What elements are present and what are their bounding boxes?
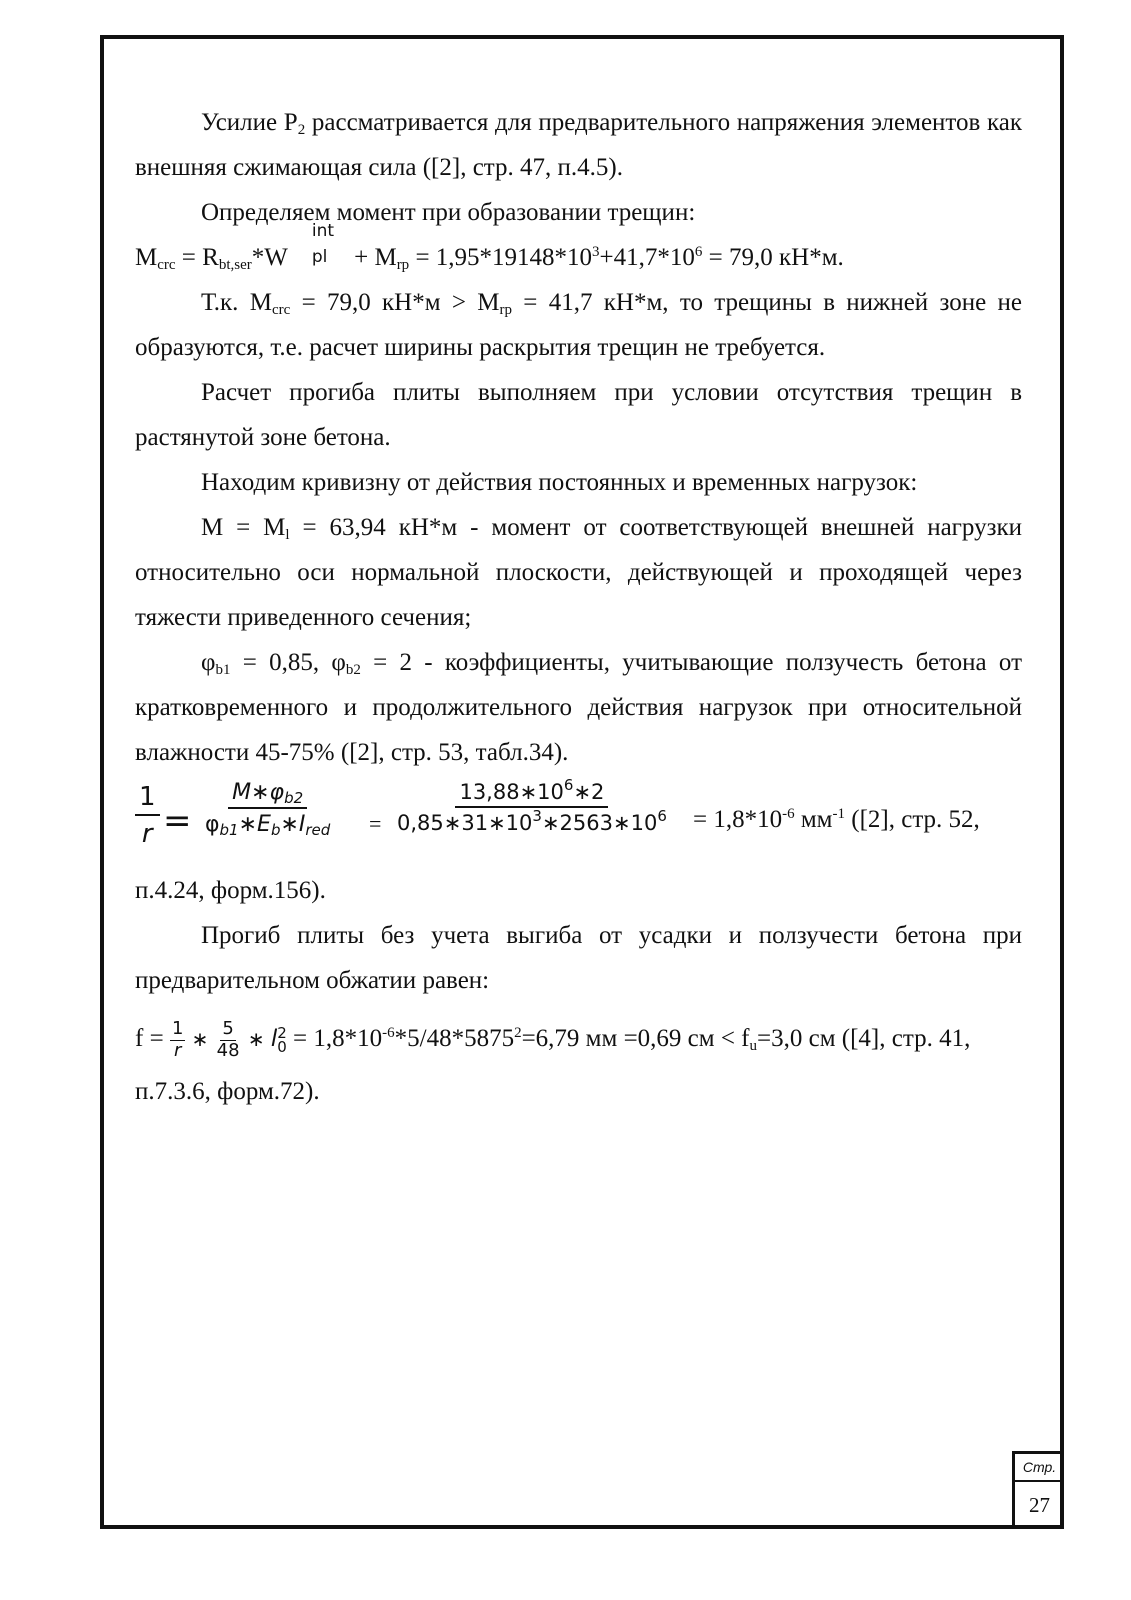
fraction-five-over-48: $\frac{5}{48}$ — [216, 1018, 240, 1061]
formula-deflection: f = $\frac{1}{r}$ ∗ $\frac{5}{48}$ ∗ l 2 0 = $1,8*10^{-6}*5/48*5875^2=6,79$ мм =0,69 см < $f_u=3,0$ см ([4], стр. 41, — [135, 1018, 971, 1061]
formula-curvature-source: п.4.24, форм.156). — [135, 877, 326, 904]
page-number-stamp — [1012, 1451, 1064, 1529]
paragraph-curvature-intro: Находим кривизну от действия постоянных и временных нагрузок: — [201, 469, 918, 496]
span-length-symbol: l 2 0 — [270, 1023, 287, 1056]
paragraph-crack-check: Т.к. $M_{crc} = 79,0$ $кН*м > M_{rp} = 41,7$ кН*м, то трещины в нижней зоне не образуются, т.е. расчет ширины раскрытия трещин не требуется. — [135, 289, 1022, 361]
paragraph-deflection-calc: Расчет прогиба плиты выполняем при условии отсутствия трещин в растянутой зоне бетона. — [135, 379, 1022, 451]
paragraph-moment-definition: $M = M_l = 63,94$ кН*м - момент от соответствующей внешней нагрузки относительно оси нормальной плоскости, действующей и проходящей через тяжести приведенного сечения; — [135, 514, 1023, 631]
curvature-result: = $1,8*10^{-6}$ $мм^{-1}$ ([2], стр. 52, — [693, 806, 980, 833]
formula-crack-moment: $M_{crc} = R_{bt,ser}*W$ int pl + $M_{rp} = 1,95*19148*10^3+41,7*10^6 = 79,0$ кН*м. — [135, 221, 844, 273]
paragraph-creep-coefficients: $\varphi_{b1} = 0,85$, $\varphi_{b2} = 2$ - коэффициенты, учитывающие ползучесть бетона от кратковременного и продолжительного действия нагрузок при относительной влажности 45-75% ([2], стр. 53, табл.34). — [135, 649, 1023, 766]
paragraph-crack-moment-intro: Определяем момент при образовании трещин: — [201, 199, 696, 226]
document-body — [135, 100, 1022, 1114]
w-pl-int-symbol: int pl — [311, 221, 335, 267]
page-number: 27 — [1029, 1493, 1050, 1517]
formula-deflection-source: п.7.3.6, форм.72). — [135, 1078, 320, 1105]
formula-curvature: $\frac{1}{r}$ = $M∗\varphi_{b2}$ $\varphi_{b1}∗E_b∗I_{red}$ = $\frac{13,88∗10^6∗2}{0,85∗31∗10^3∗2563∗10^6}$ = $1,8*10^{-6}$ $мм^{-1}$ ([2], стр. 52, — [135, 781, 1022, 866]
paragraph-force-p2: Усилие $P_2$ рассматривается для предварительного напряжения элементов как внешняя сжимающая сила ([2], стр. 47, п.4.5). — [135, 109, 1022, 181]
fraction-numeric: $\frac{13,88∗10^6∗2}{0,85∗31∗10^3∗2563∗10^6}$ — [397, 776, 667, 836]
fraction-one-over-r: $\frac{1}{r}$ — [135, 783, 160, 848]
fraction-one-over-r-small: $\frac{1}{r}$ — [171, 1018, 184, 1061]
fraction-symbolic: $M∗\varphi_{b2}$ $\varphi_{b1}∗E_b∗I_{red}$ — [205, 780, 331, 840]
paragraph-deflection-intro: Прогиб плиты без учета выгиба от усадки и ползучести бетона при предварительном обжатии равен: — [135, 922, 1022, 994]
page-label: Стр. — [1015, 1454, 1064, 1482]
